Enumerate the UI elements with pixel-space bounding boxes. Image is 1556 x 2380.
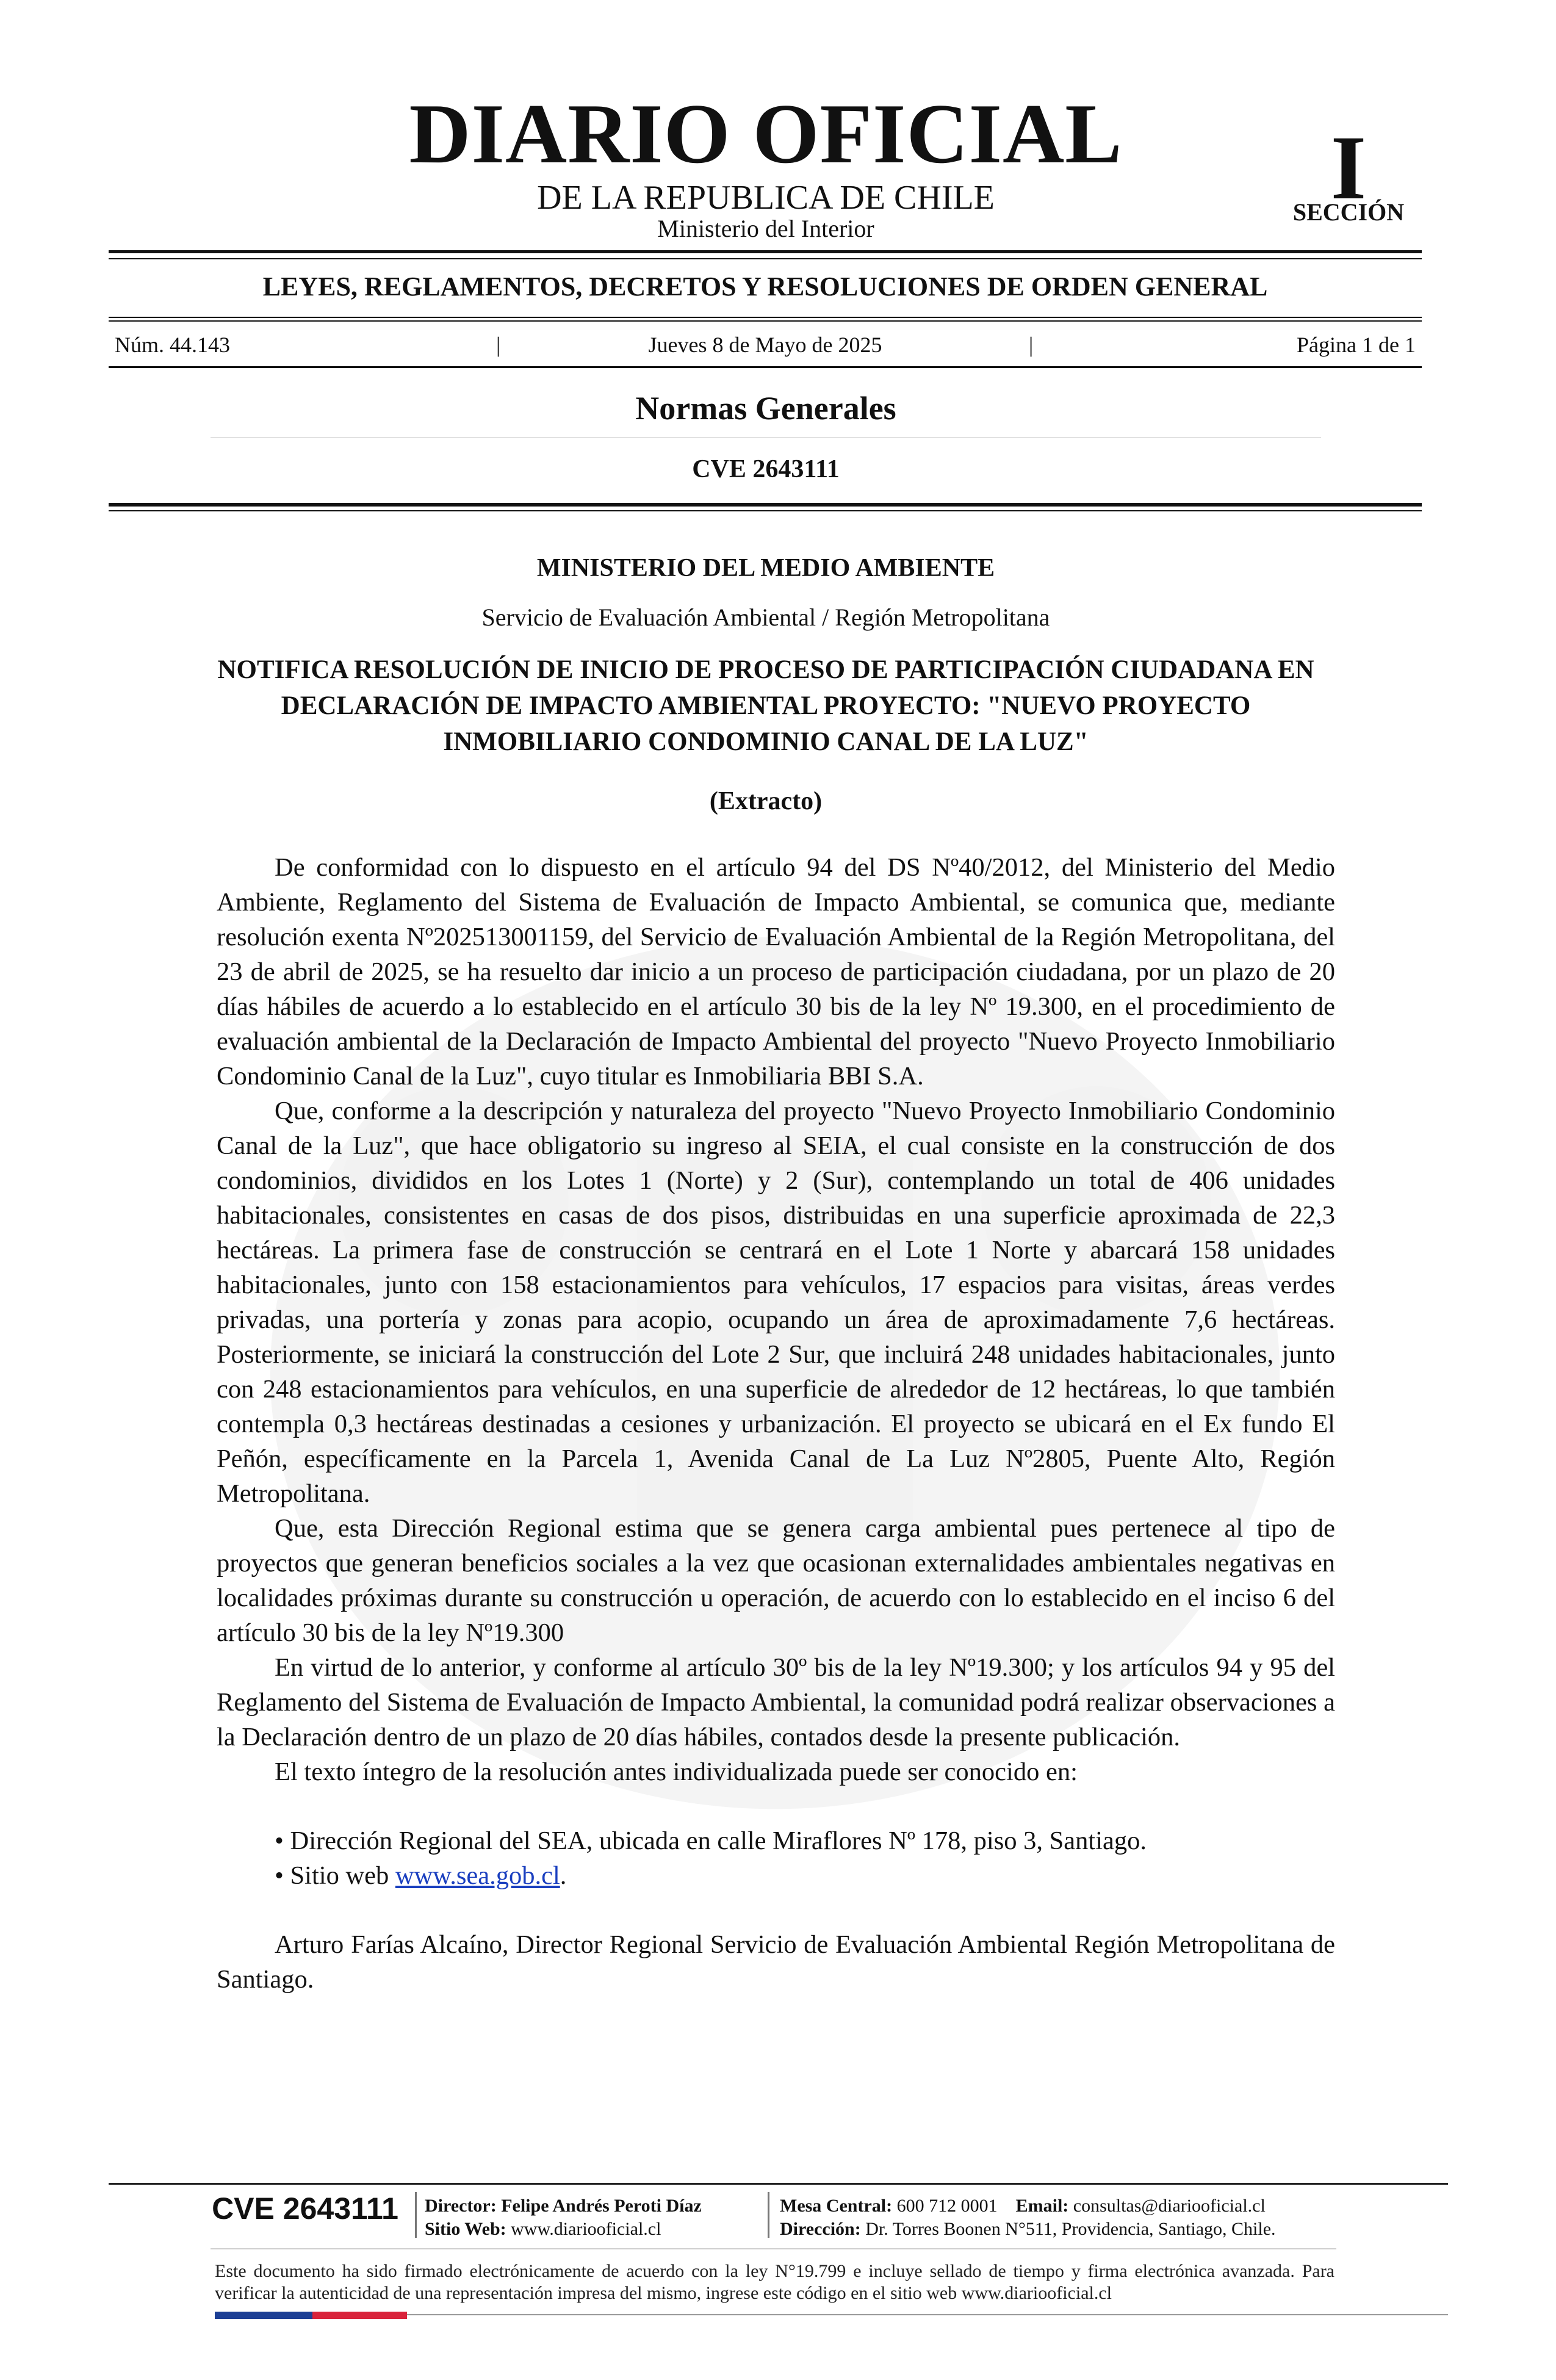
- meta-rule-top: [109, 317, 1422, 318]
- notice-title: NOTIFICA RESOLUCIÓN DE INICIO DE PROCESO DE PARTICIPACIÓN CIUDADANA EN DECLARACIÓN DE IMPACTO AMBIENTAL PROYECTO: "NUEVO PROYECTO INMOBILIARIO CONDOMINIO CANAL DE LA LUZ": [217, 655, 1314, 756]
- masthead-ministry: Ministerio del Interior: [657, 215, 874, 242]
- body-text: [217, 850, 1335, 1997]
- paragraph: Que, conforme a la descripción y naturaleza del proyecto "Nuevo Proyecto Inmobiliario Condominio Canal de la Luz", que hace obligatorio su ingreso al SEIA, el cual consiste en la construcción de dos condominios, divididos en los Lotes 1 (Norte) y 2 (Sur), contemplando un total de 406 unidades habitacionales, consistentes en casas de dos pisos, distribuidas en una superficie aproximada de 22,3 hectáreas. La primera fase de construcción se centrará en el Lote 1 Norte y abarcará 158 unidades habitacionales, junto con 158 estacionamientos para vehículos, 17 espacios para visitas, áreas verdes privadas, una portería y zonas para acopio, ocupando un área de aproximadamente 7,6 hectáreas. Posteriormente, se iniciará la construcción del Lote 2 Sur, que incluirá 248 unidades habitacionales, junto con 248 estacionamientos para vehículos, en una superficie de alrededor de 12 hectáreas, lo que también contempla 0,3 hectáreas destinadas a cesiones y urbanización. El proyecto se ubicará en el Ex fundo El Peñón, específicamente en la Parcela 1, Avenida Canal de La Luz Nº2805, Puente Alto, Región Metropolitana.: [217, 1097, 1335, 1508]
- meta-separator: |: [1029, 333, 1034, 357]
- section-label: SECCIÓN: [1292, 198, 1405, 226]
- bullet-suffix: .: [560, 1861, 567, 1890]
- section-number: I: [1330, 117, 1367, 218]
- bullet-prefix: • Sitio web: [275, 1861, 395, 1890]
- flag-stripe-blue: [215, 2312, 312, 2319]
- footer-rule: [109, 2183, 1448, 2185]
- header-rule-thick: [109, 503, 1422, 507]
- footer-legal-notice: Este documento ha sido firmado electrónicamente de acuerdo con la ley N°19.799 e incluye sellado de tiempo y firma electrónica avanzada. Para verificar la autenticidad de una representación impresa del mismo, ingrese este código en el sitio web www.diariooficial.cl: [215, 2261, 1334, 2303]
- issue-date: Jueves 8 de Mayo de 2025: [648, 333, 882, 357]
- email-label: Email:: [1015, 2196, 1069, 2216]
- extract-label: (Extracto): [709, 787, 823, 815]
- mesa-value: 600 712 0001: [896, 2196, 998, 2216]
- header-rule-thin: [109, 510, 1422, 511]
- footer-divider: [415, 2192, 417, 2238]
- site-value[interactable]: www.diariooficial.cl: [511, 2219, 661, 2239]
- normas-divider: [211, 437, 1321, 438]
- footer-rule-bottom: [407, 2314, 1448, 2315]
- paragraph: En virtud de lo anterior, y conforme al artículo 30º bis de la ley Nº19.300; y los artículos 94 y 95 del Reglamento del Sistema de Evaluación de Impacto Ambiental, la comunidad podrá realizar observaciones a la Declaración dentro de un plazo de 20 días hábiles, contados desde la presente publicación.: [217, 1653, 1335, 1751]
- director-value: Felipe Andrés Peroti Díaz: [501, 2196, 702, 2216]
- masthead-rule-thick: [109, 250, 1422, 253]
- masthead-rule-thin: [109, 258, 1422, 259]
- paragraph: De conformidad con lo dispuesto en el artículo 94 del DS Nº40/2012, del Ministerio del Medio Ambiente, Reglamento del Sistema de Evaluación de Impacto Ambiental, se comunica que, mediante resolución exenta Nº202513001159, del Servicio de Evaluación Ambiental de la Región Metropolitana, del 23 de abril de 2025, se ha resuelto dar inicio a un proceso de participación ciudadana, por un plazo de 20 días hábiles de acuerdo a lo establecido en el artículo 30 bis de la ley Nº 19.300, en el procedimiento de evaluación ambiental de la Declaración de Impacto Ambiental del proyecto "Nuevo Proyecto Inmobiliario Condominio Canal de la Luz", cuyo titular es Inmobiliaria BBI S.A.: [217, 853, 1335, 1091]
- footer-cve-code: CVE 2643111: [212, 2191, 398, 2226]
- address-label: Dirección:: [780, 2219, 861, 2239]
- footer-rule-mid: [211, 2248, 1336, 2249]
- bullet-item-sea-office: • Dirección Regional del SEA, ubicada en calle Miraflores Nº 178, piso 3, Santiago.: [275, 1826, 1147, 1855]
- issue-number: Núm. 44.143: [115, 333, 230, 357]
- director-label: Director:: [425, 2196, 497, 2216]
- meta-rule-top-2: [109, 320, 1422, 322]
- masthead-title: DIARIO OFICIAL: [409, 87, 1123, 181]
- flag-stripe-red: [312, 2312, 407, 2319]
- service-subheading: Servicio de Evaluación Ambiental / Región Metropolitana: [481, 604, 1050, 631]
- bullet-item-website: [217, 1858, 1335, 1893]
- cve-code: CVE 2643111: [692, 455, 840, 483]
- meta-rule-bottom: [109, 366, 1422, 368]
- site-label: Sitio Web:: [425, 2219, 506, 2239]
- footer-director-block: [425, 2194, 702, 2241]
- paragraph: Que, esta Dirección Regional estima que se genera carga ambiental pues pertenece al tipo de proyectos que generan beneficios sociales a la vez que ocasionan externalidades ambientales negativas en localidades próximas durante su construcción u operación, de acuerdo con lo establecido en el inciso 6 del artículo 30 bis de la ley Nº19.300: [217, 1514, 1335, 1647]
- footer-divider: [768, 2192, 769, 2238]
- sea-website-link[interactable]: www.sea.gob.cl: [395, 1861, 560, 1890]
- signature: Arturo Farías Alcaíno, Director Regional Servicio de Evaluación Ambiental Región Metropolitana de Santiago.: [217, 1930, 1335, 1994]
- masthead-subtitle: DE LA REPUBLICA DE CHILE: [537, 179, 995, 217]
- meta-separator: |: [496, 333, 501, 357]
- ministry-heading: MINISTERIO DEL MEDIO AMBIENTE: [536, 554, 995, 582]
- normas-title: Normas Generales: [635, 390, 896, 427]
- mesa-label: Mesa Central:: [780, 2196, 893, 2216]
- page-indicator: Página 1 de 1: [1297, 333, 1416, 357]
- laws-heading: LEYES, REGLAMENTOS, DECRETOS Y RESOLUCIONES DE ORDEN GENERAL: [262, 272, 1268, 301]
- footer-contact-block: [780, 2194, 1276, 2241]
- paragraph: El texto íntegro de la resolución antes individualizada puede ser conocido en:: [275, 1758, 1078, 1786]
- email-value[interactable]: consultas@diariooficial.cl: [1073, 2196, 1266, 2216]
- address-value: Dr. Torres Boonen N°511, Providencia, Santiago, Chile.: [865, 2219, 1276, 2239]
